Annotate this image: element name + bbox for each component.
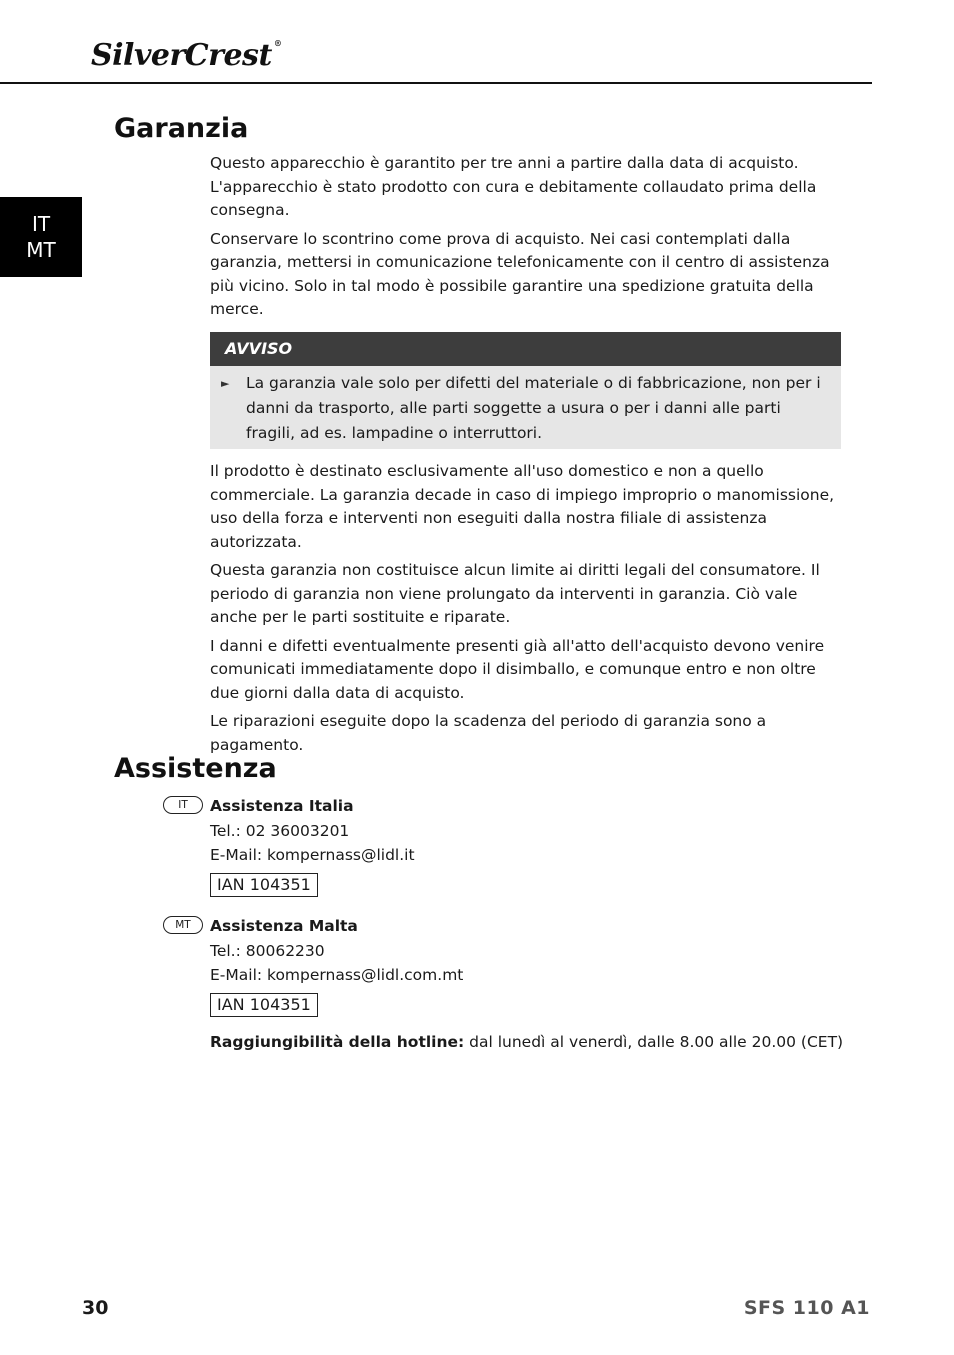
assistenza-heading: Assistenza xyxy=(114,753,277,784)
paragraph: Il prodotto è destinato esclusivamente all'uso domestico e non a quello commerciale. La garanzia decade in caso di impiego improprio o manomissione, uso della forza e interventi non eseguiti dalla nostra filiale di assistenza autorizzata. xyxy=(210,462,835,551)
triangle-bullet-icon: ► xyxy=(221,377,230,390)
notice-text: La garanzia vale solo per difetti del materiale o di fabbricazione, non per i danni da trasporto, alle parti soggette a usura o per i danni alle parti fragili, ad es. lampadine o interruttori. xyxy=(246,374,821,442)
paragraph: Le riparazioni eseguite dopo la scadenza del periodo di garanzia sono a pagamento. xyxy=(210,712,767,754)
hotline-text: dal lunedì al venerdì, dalle 8.00 alle 20.00 (CET) xyxy=(464,1033,844,1051)
silvercrest-logo xyxy=(91,38,281,73)
brand-name: SilverCrest xyxy=(91,38,272,73)
country-badge-it: IT xyxy=(163,796,203,814)
ian-box: IAN 104351 xyxy=(210,873,318,897)
notice-box xyxy=(210,332,841,449)
ian-box: IAN 104351 xyxy=(210,993,318,1017)
contact-phone: Tel.: 02 36003201 xyxy=(210,821,350,840)
notice-title: AVVISO xyxy=(210,332,841,366)
paragraph: Questo apparecchio è garantito per tre anni a partire dalla data di acquisto. L'apparecchio è stato prodotto con cura e debitamente collaudato prima della consegna. xyxy=(210,154,817,219)
model-number: SFS 110 A1 xyxy=(743,1297,870,1319)
contact-italia xyxy=(210,794,850,897)
paragraph: Questa garanzia non costituisce alcun limite ai diritti legali del consumatore. Il periodo di garanzia non viene prolungato da interventi in garanzia. Ciò vale anche per le parti sostituite e riparate. xyxy=(210,561,820,626)
registered-mark: ® xyxy=(273,38,282,48)
country-badge-mt: MT xyxy=(163,916,203,934)
hotline-label: Raggiungibilità della hotline: xyxy=(210,1033,465,1051)
garanzia-terms xyxy=(210,460,835,762)
contact-name: Assistenza Italia xyxy=(210,797,354,815)
page-number: 30 xyxy=(82,1297,109,1319)
paragraph: I danni e difetti eventualmente presenti già all'atto dell'acquisto devono venire comunicati immediatamente dopo il disimballo, e comunque entro e non oltre due giorni dalla data di acquisto. xyxy=(210,636,825,702)
contact-name: Assistenza Malta xyxy=(210,917,358,935)
contact-malta xyxy=(210,914,850,1017)
language-tab-it: IT xyxy=(31,212,51,236)
language-tab xyxy=(0,197,82,277)
paragraph: Conservare lo scontrino come prova di acquisto. Nei casi contemplati dalla garanzia, mettersi in comunicazione telefonicamente con il centro di assistenza più vicino. Solo in tal modo è possibile garantire una spedizione gratuita della merce. xyxy=(210,229,830,318)
contact-email: E-Mail: kompernass@lidl.it xyxy=(210,846,415,864)
notice-content xyxy=(210,366,841,446)
garanzia-heading: Garanzia xyxy=(114,113,249,144)
garanzia-intro xyxy=(210,152,835,327)
language-tab-mt: MT xyxy=(26,238,56,262)
header-divider xyxy=(0,82,872,84)
hotline-hours xyxy=(210,1033,843,1051)
contact-phone: Tel.: 80062230 xyxy=(210,941,325,960)
contact-email: E-Mail: kompernass@lidl.com.mt xyxy=(210,966,464,984)
